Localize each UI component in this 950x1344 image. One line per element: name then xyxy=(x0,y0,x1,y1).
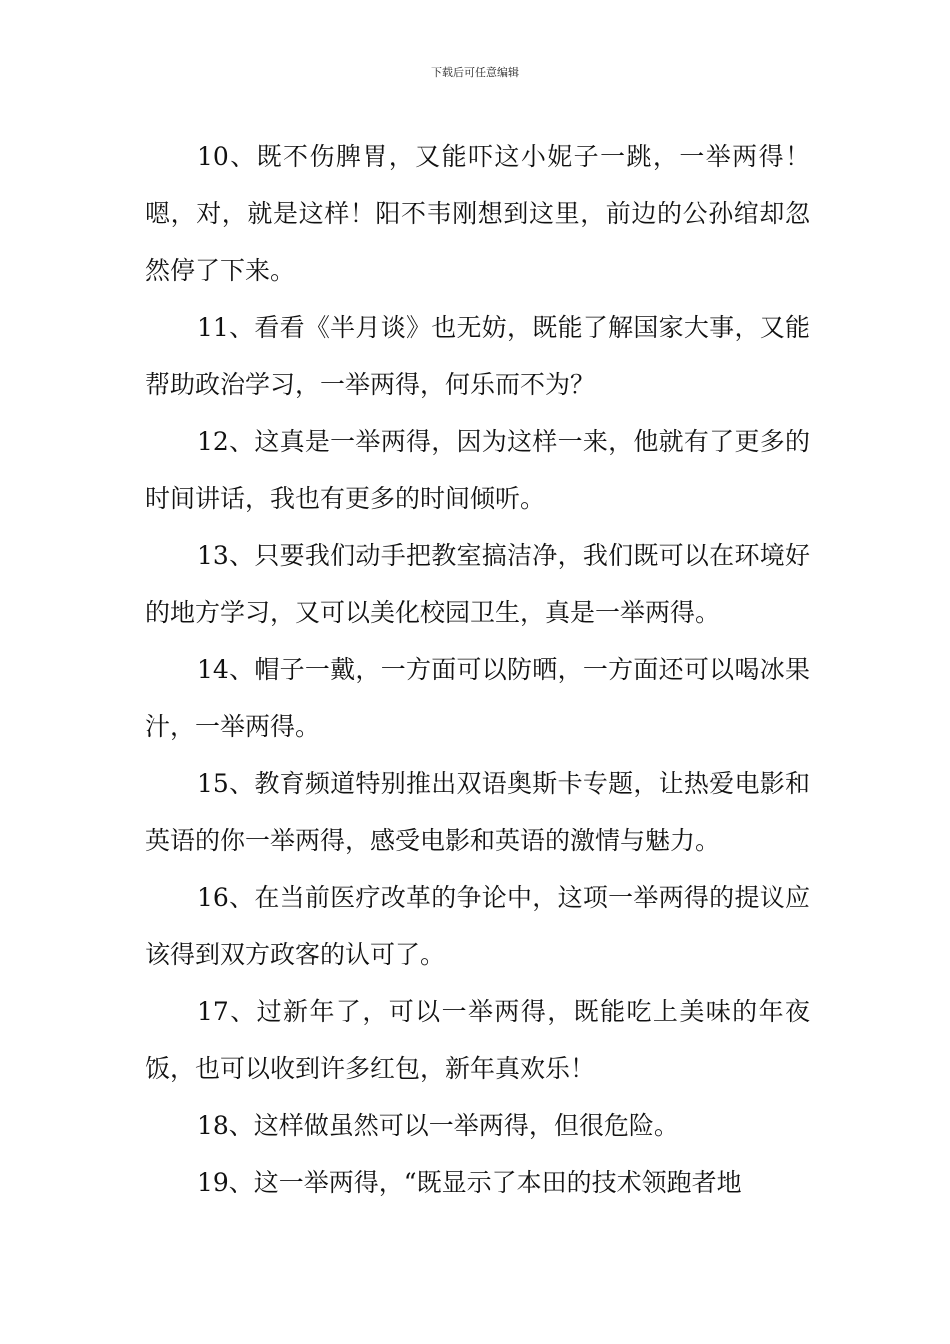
paragraph-12: 12、这真是一举两得，因为这样一来，他就有了更多的时间讲话，我也有更多的时间倾听。 xyxy=(145,427,810,513)
paragraph-14: 14、帽子一戴，一方面可以防晒，一方面还可以喝冰果汁，一举两得。 xyxy=(145,655,810,741)
paragraph-17: 17、过新年了，可以一举两得，既能吃上美味的年夜饭，也可以收到许多红包，新年真欢乐！ xyxy=(145,997,810,1083)
document-body xyxy=(145,128,810,1211)
paragraph-10: 10、既不伤脾胃，又能吓这小妮子一跳，一举两得！嗯，对，就是这样！阳不韦刚想到这里，前边的公孙绾却忽然停了下来。 xyxy=(145,142,810,285)
page-header: 下载后可任意编辑 xyxy=(431,66,519,79)
paragraph-11: 11、看看《半月谈》也无妨，既能了解国家大事，又能帮助政治学习，一举两得，何乐而不为？ xyxy=(145,313,810,399)
paragraph-19: 19、这一举两得，“既显示了本田的技术领跑者地 xyxy=(197,1168,742,1197)
paragraph-18: 18、这样做虽然可以一举两得，但很危险。 xyxy=(197,1111,679,1140)
paragraph-13: 13、只要我们动手把教室搞洁净，我们既可以在环境好的地方学习，又可以美化校园卫生，真是一举两得。 xyxy=(145,541,810,627)
paragraph-15: 15、教育频道特别推出双语奥斯卡专题，让热爱电影和英语的你一举两得，感受电影和英语的激情与魅力。 xyxy=(145,769,810,855)
paragraph-16: 16、在当前医疗改革的争论中，这项一举两得的提议应该得到双方政客的认可了。 xyxy=(145,883,810,969)
